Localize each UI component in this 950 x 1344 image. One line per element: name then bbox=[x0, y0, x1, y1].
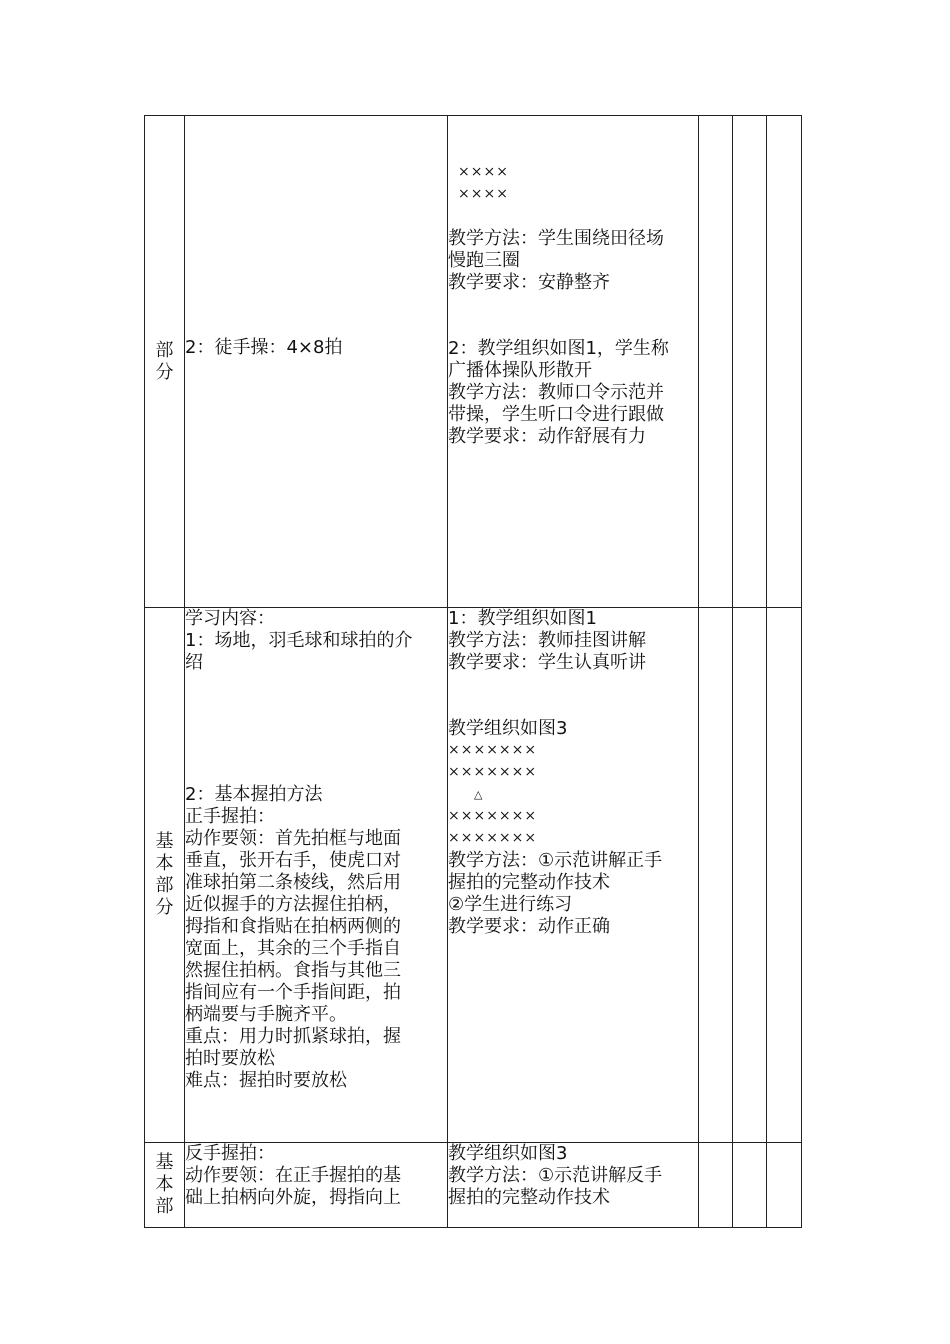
content-line: 2：基本握拍方法 bbox=[185, 784, 323, 805]
org-line: 慢跑三圈 bbox=[448, 250, 520, 271]
section-cell bbox=[145, 116, 185, 608]
content-line: 垂直，张开右手，使虎口对 bbox=[185, 850, 401, 871]
content-line: 动作要领：首先拍框与地面 bbox=[185, 828, 401, 849]
section-char: 基 bbox=[155, 831, 174, 852]
organization-cell bbox=[448, 608, 699, 1143]
teacher-triangle: △ bbox=[474, 788, 483, 801]
org-line: 教学方法：教师口令示范并 bbox=[448, 382, 664, 403]
empty-cell bbox=[699, 116, 733, 608]
org-line: 教学方法：学生围绕田径场 bbox=[448, 228, 664, 249]
content-line: 近似握手的方法握住拍柄， bbox=[185, 894, 401, 915]
lesson-plan-table bbox=[144, 115, 802, 1228]
content-line: 反手握拍： bbox=[185, 1143, 275, 1164]
org-line: 教学要求：学生认真听讲 bbox=[448, 652, 646, 673]
content-cell bbox=[185, 608, 448, 1143]
empty-cell bbox=[699, 1143, 733, 1228]
content-line: 础上拍柄向外旋，拇指向上 bbox=[185, 1187, 401, 1208]
formation-line: ×××× bbox=[458, 186, 509, 202]
formation-line: ×××× bbox=[458, 164, 509, 180]
empty-cell bbox=[733, 608, 767, 1143]
content-line: 1：场地，羽毛球和球拍的介 bbox=[185, 630, 413, 651]
section-char: 本 bbox=[155, 1174, 174, 1195]
content-line: 绍 bbox=[185, 652, 203, 673]
empty-cell bbox=[767, 116, 802, 608]
formation-line: ××××××× bbox=[448, 830, 538, 846]
content-line: 柄端要与手腕齐平。 bbox=[185, 1004, 347, 1025]
section-char: 本 bbox=[155, 853, 174, 874]
content-line: 拇指和食指贴在拍柄两侧的 bbox=[185, 916, 401, 937]
section-char: 分 bbox=[155, 361, 174, 383]
content-line: 难点：握拍时要放松 bbox=[185, 1070, 347, 1091]
table-row bbox=[145, 116, 802, 608]
formation-line: ××××××× bbox=[448, 742, 538, 758]
org-line: 教学要求：动作舒展有力 bbox=[448, 426, 646, 447]
section-char: 分 bbox=[155, 897, 174, 918]
content-cell bbox=[185, 1143, 448, 1228]
empty-cell bbox=[767, 1143, 802, 1228]
org-line: 教学方法：①示范讲解正手 bbox=[448, 850, 663, 871]
content-line: 拍时要放松 bbox=[185, 1048, 275, 1069]
section-cell bbox=[145, 1143, 185, 1228]
content-line: 宽面上，其余的三个手指自 bbox=[185, 938, 401, 959]
org-line: ②学生进行练习 bbox=[448, 894, 573, 915]
formation-line: ××××××× bbox=[448, 808, 538, 824]
content-line: 重点：用力时抓紧球拍，握 bbox=[185, 1026, 401, 1047]
content-line: 学习内容： bbox=[185, 608, 275, 629]
table-row bbox=[145, 608, 802, 1143]
formation-line: ××××××× bbox=[448, 764, 538, 780]
org-line: 教学方法：①示范讲解反手 bbox=[448, 1165, 663, 1186]
section-char: 部 bbox=[155, 339, 174, 361]
content-line: 动作要领：在正手握拍的基 bbox=[185, 1165, 401, 1186]
content-line: 2：徒手操：4×8拍 bbox=[185, 337, 343, 358]
org-line: 教学组织如图3 bbox=[448, 1143, 568, 1164]
empty-cell bbox=[699, 608, 733, 1143]
section-cell bbox=[145, 608, 185, 1143]
table-row bbox=[145, 1143, 802, 1228]
org-line: 2：教学组织如图1，学生称 bbox=[448, 338, 669, 359]
empty-cell bbox=[733, 116, 767, 608]
content-cell bbox=[185, 116, 448, 608]
section-char: 部 bbox=[155, 875, 174, 896]
section-char: 部 bbox=[155, 1196, 174, 1217]
org-line: 广播体操队形散开 bbox=[448, 360, 592, 381]
empty-cell bbox=[733, 1143, 767, 1228]
org-line: 教学方法：教师挂图讲解 bbox=[448, 630, 646, 651]
org-line: 带操，学生听口令进行跟做 bbox=[448, 404, 664, 425]
empty-cell bbox=[767, 608, 802, 1143]
organization-cell bbox=[448, 1143, 699, 1228]
section-char: 基 bbox=[155, 1152, 174, 1173]
content-line: 指间应有一个手指间距，拍 bbox=[185, 982, 401, 1003]
content-line: 准球拍第二条棱线，然后用 bbox=[185, 872, 401, 893]
content-line: 正手握拍： bbox=[185, 806, 275, 827]
org-line: 教学要求：动作正确 bbox=[448, 916, 610, 937]
organization-cell bbox=[448, 116, 699, 608]
org-line: 握拍的完整动作技术 bbox=[448, 872, 610, 893]
content-line: 然握住拍柄。食指与其他三 bbox=[185, 960, 401, 981]
org-line: 1：教学组织如图1 bbox=[448, 608, 597, 629]
org-line: 握拍的完整动作技术 bbox=[448, 1187, 610, 1208]
org-line: 教学要求：安静整齐 bbox=[448, 272, 610, 293]
org-title: 教学组织如图3 bbox=[448, 718, 568, 739]
